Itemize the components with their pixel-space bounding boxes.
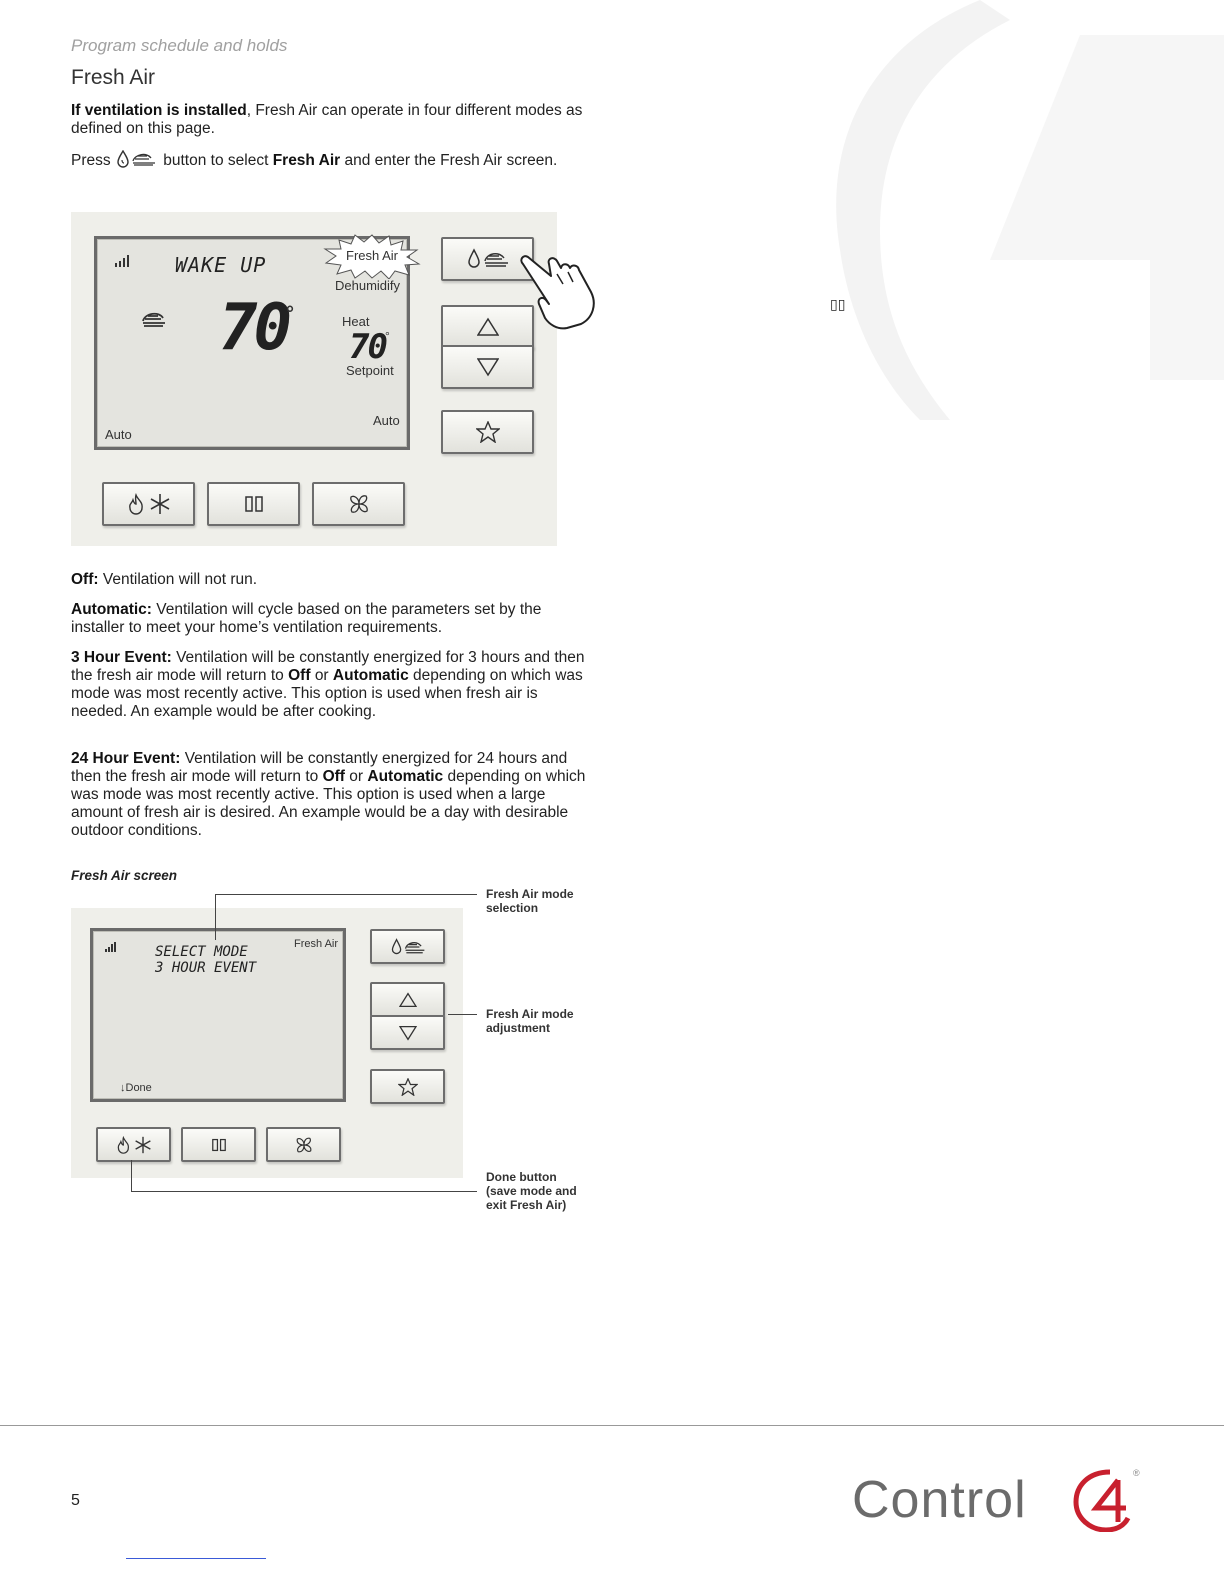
- press-instruction: Press button to select Fresh Air and enter the Fresh Air screen.: [71, 152, 558, 169]
- favorite-button[interactable]: [441, 410, 534, 454]
- callout-line-selection-h: [215, 894, 477, 895]
- setpoint-temperature: 70: [349, 327, 386, 367]
- setpoint-label: Setpoint: [346, 363, 394, 378]
- callout-line-adjustment: [448, 1014, 477, 1015]
- fresh-air-tag: Fresh Air: [294, 938, 339, 950]
- watermark-four: [820, 0, 1224, 420]
- up-arrow-button[interactable]: [370, 982, 445, 1017]
- favorite-button[interactable]: [370, 1069, 445, 1104]
- up-arrow-icon: [399, 992, 417, 1008]
- logo-wordmark: Control: [852, 1471, 1027, 1529]
- down-arrow-icon: [477, 357, 499, 377]
- selected-mode-text: 3 HOUR EVENT: [155, 960, 257, 976]
- fresh-air-screen-figure: [71, 908, 463, 1178]
- system-mode-button[interactable]: [102, 482, 195, 526]
- hold-button[interactable]: [207, 482, 300, 526]
- callout-done-button: Done button (save mode and exit Fresh Air): [486, 1170, 577, 1212]
- droplet-fresh-air-icon: [465, 248, 511, 270]
- signal-icon: [115, 255, 129, 267]
- room-temperature-degree: °: [286, 303, 294, 325]
- section-title: Program schedule and holds: [71, 36, 288, 55]
- thermostat-figure: [71, 212, 557, 546]
- fresh-air-icon: [141, 309, 167, 329]
- fan-button[interactable]: [312, 482, 405, 526]
- hand-pointer-icon: [519, 248, 611, 330]
- fan-mode: Auto: [105, 427, 132, 442]
- pause-glyph: ▯▯: [830, 296, 846, 312]
- up-arrow-icon: [477, 317, 499, 337]
- room-temperature: 70: [219, 291, 289, 365]
- logo-four-mark: [1070, 1468, 1140, 1532]
- fan-button[interactable]: [266, 1127, 341, 1162]
- control4-logo: [852, 1468, 1152, 1538]
- system-mode: Auto: [373, 413, 400, 428]
- footer-divider: [0, 1425, 1224, 1426]
- mode-off: Off: Ventilation will not run.: [71, 571, 258, 588]
- figure-caption: Fresh Air screen: [71, 868, 178, 883]
- callout-line-done-v: [131, 1160, 132, 1192]
- select-mode-text: SELECT MODE: [155, 944, 248, 960]
- setpoint-degree: °: [385, 329, 390, 343]
- mode-24-hour-event: 24 Hour Event: Ventilation will be constantly energized for 24 hours and then the fresh air mode will return to Off or Automatic depending on which was mode was most recently active. This option is used when a large amount of fresh air is desired. An example would be a day with desirable outdoor conditions.: [71, 750, 586, 839]
- thermostat-display: [94, 236, 410, 450]
- flame-snowflake-icon: [114, 1136, 154, 1154]
- fresh-air-label: Fresh Air: [346, 248, 399, 263]
- star-icon: [398, 1078, 418, 1096]
- mode-3-hour-event: 3 Hour Event: Ventilation will be constantly energized for 3 hours and then the fresh air mode will return to Off or Automatic depending on which was mode was most recently active. This option is used when fresh air is needed. An example would be after cooking.: [71, 649, 585, 720]
- done-button[interactable]: [96, 1127, 171, 1162]
- fan-icon: [294, 1135, 314, 1155]
- pause-icon: [244, 495, 264, 513]
- down-arrow-button[interactable]: [441, 345, 534, 389]
- callout-mode-adjustment: Fresh Air mode adjustment: [486, 1007, 574, 1035]
- dehumidify-label: Dehumidify: [335, 278, 401, 293]
- page-number: 5: [71, 1492, 80, 1509]
- footer-link-underline: [126, 1558, 266, 1559]
- flame-snowflake-icon: [126, 493, 172, 515]
- logo-registered-mark: ®: [1133, 1468, 1140, 1478]
- program-name: WAKE UP: [175, 253, 267, 277]
- page-heading: Fresh Air: [71, 66, 156, 89]
- fan-icon: [347, 492, 371, 516]
- down-arrow-button[interactable]: [370, 1015, 445, 1050]
- fresh-air-display: [90, 928, 346, 1102]
- droplet-fresh-air-icon: [388, 938, 428, 956]
- pause-icon: [211, 1138, 227, 1152]
- mode-automatic: Automatic: Ventilation will cycle based on the parameters set by the installer to meet your home’s ventilation requirements.: [71, 601, 542, 636]
- hold-button[interactable]: [181, 1127, 256, 1162]
- heat-label: Heat: [342, 314, 370, 329]
- signal-icon: [105, 942, 117, 952]
- callout-mode-selection: Fresh Air mode selection: [486, 887, 574, 915]
- done-indicator: ↓Done: [120, 1082, 152, 1094]
- callout-line-done-h: [131, 1191, 477, 1192]
- fresh-air-button[interactable]: [370, 929, 445, 964]
- down-arrow-icon: [399, 1025, 417, 1041]
- star-icon: [476, 421, 500, 443]
- intro-paragraph: If ventilation is installed, Fresh Air can operate in four different modes as defined on this page.: [71, 102, 583, 137]
- callout-line-selection-v: [215, 894, 216, 940]
- fresh-air-button-icon: [115, 150, 159, 168]
